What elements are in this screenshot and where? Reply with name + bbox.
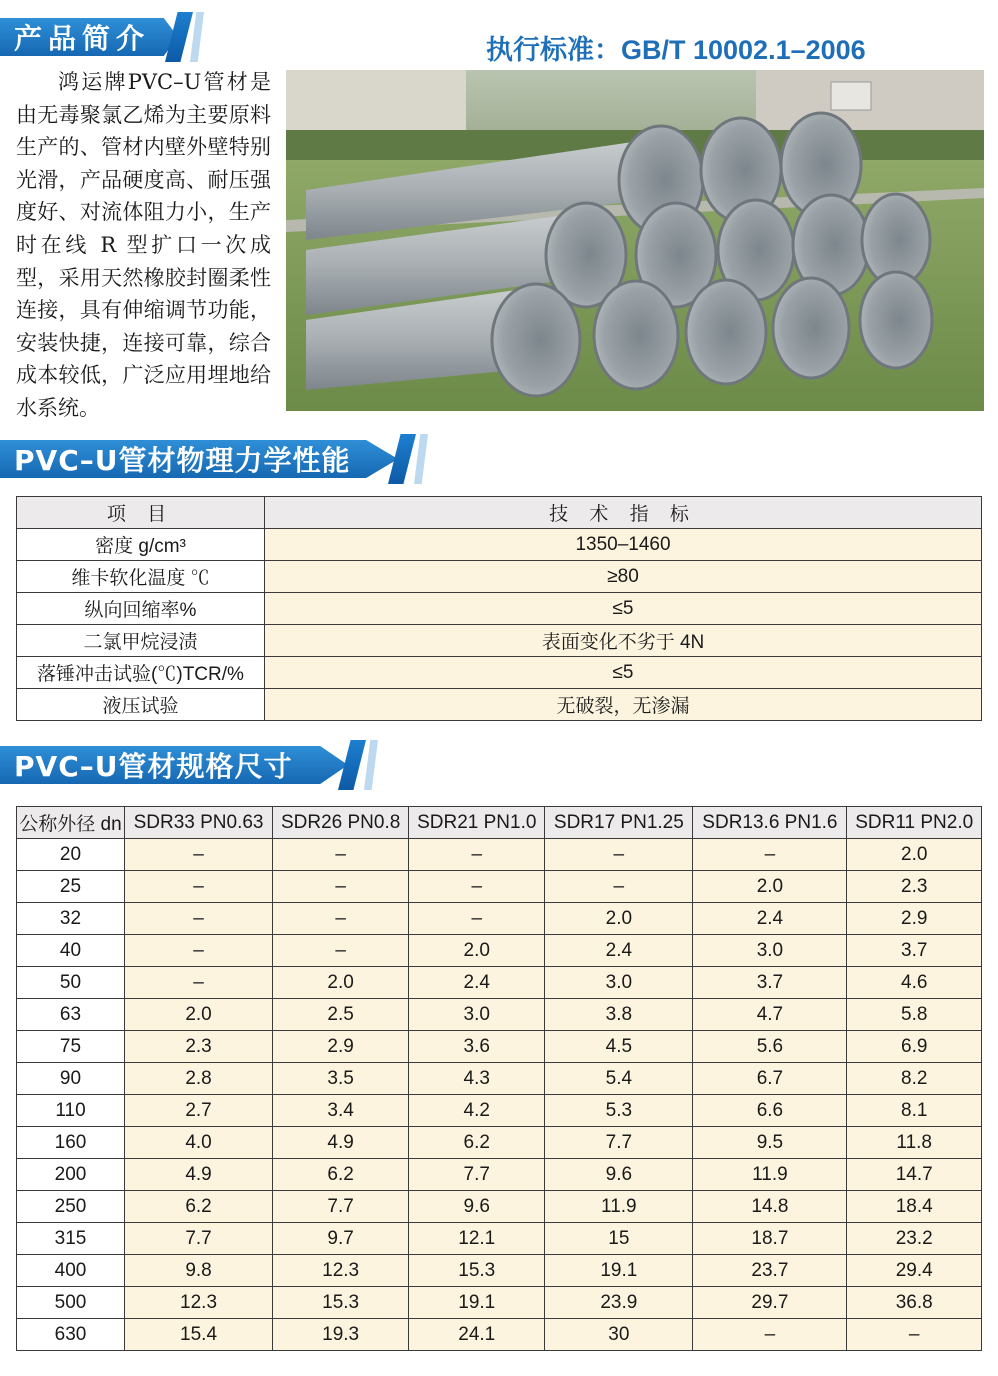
wall-thickness-cell: 2.0 bbox=[273, 967, 409, 999]
wall-thickness-cell: 29.7 bbox=[693, 1287, 847, 1319]
nominal-diameter-cell: 630 bbox=[17, 1319, 125, 1351]
intro-paragraph: 鸿运牌PVC–U管材是由无毒聚氯乙烯为主要原料生产的、管材内壁外壁特别光滑，产品硬度高、耐压强度好、对流体阻力小，生产时在线 R 型扩口一次成型，采用天然橡胶封圈柔性连接，具有伸缩调节功能，安装快捷，连接可靠，综合成本较低，广泛应用埋地给水系统。 bbox=[16, 70, 271, 420]
nominal-diameter-cell: 160 bbox=[17, 1127, 125, 1159]
wall-thickness-cell: – bbox=[693, 1319, 847, 1351]
section-title-intro: 产品简介 bbox=[14, 22, 151, 55]
table-row bbox=[17, 529, 982, 561]
wall-thickness-cell: 3.0 bbox=[409, 999, 545, 1031]
wall-thickness-cell: – bbox=[125, 967, 273, 999]
wall-thickness-cell: 18.7 bbox=[693, 1223, 847, 1255]
nominal-diameter-cell: 315 bbox=[17, 1223, 125, 1255]
wall-thickness-cell: 3.7 bbox=[693, 967, 847, 999]
table-header-row bbox=[17, 497, 982, 529]
nominal-diameter-cell: 110 bbox=[17, 1095, 125, 1127]
table-header-row bbox=[17, 807, 982, 839]
wall-thickness-cell: 2.0 bbox=[409, 935, 545, 967]
table-row bbox=[17, 935, 982, 967]
header-sdr-class: SDR21 PN1.0 bbox=[409, 807, 545, 839]
wall-thickness-cell: – bbox=[125, 839, 273, 871]
wall-thickness-cell: – bbox=[545, 871, 693, 903]
wall-thickness-cell: 15.3 bbox=[409, 1255, 545, 1287]
wall-thickness-cell: 2.9 bbox=[273, 1031, 409, 1063]
header-sdr-class: SDR11 PN2.0 bbox=[847, 807, 982, 839]
nominal-diameter-cell: 250 bbox=[17, 1191, 125, 1223]
pipe-stack-photo bbox=[286, 70, 984, 411]
wall-thickness-cell: 4.3 bbox=[409, 1063, 545, 1095]
wall-thickness-cell: – bbox=[125, 903, 273, 935]
nominal-diameter-cell: 32 bbox=[17, 903, 125, 935]
table-row bbox=[17, 561, 982, 593]
wall-thickness-cell: 23.9 bbox=[545, 1287, 693, 1319]
wall-thickness-cell: 4.6 bbox=[847, 967, 982, 999]
properties-table bbox=[16, 496, 982, 721]
wall-thickness-cell: 6.2 bbox=[409, 1127, 545, 1159]
table-row bbox=[17, 593, 982, 625]
wall-thickness-cell: 2.9 bbox=[847, 903, 982, 935]
wall-thickness-cell: 23.2 bbox=[847, 1223, 982, 1255]
header-item: 项 目 bbox=[17, 497, 265, 529]
header-spec: 技 术 指 标 bbox=[265, 497, 982, 529]
nominal-diameter-cell: 40 bbox=[17, 935, 125, 967]
wall-thickness-cell: 4.7 bbox=[693, 999, 847, 1031]
wall-thickness-cell: 12.1 bbox=[409, 1223, 545, 1255]
header-sdr-class: SDR33 PN0.63 bbox=[125, 807, 273, 839]
wall-thickness-cell: 5.8 bbox=[847, 999, 982, 1031]
wall-thickness-cell: 4.0 bbox=[125, 1127, 273, 1159]
wall-thickness-cell: 9.8 bbox=[125, 1255, 273, 1287]
wall-thickness-cell: 8.1 bbox=[847, 1095, 982, 1127]
nominal-diameter-cell: 500 bbox=[17, 1287, 125, 1319]
property-value: ≥80 bbox=[265, 561, 982, 593]
wall-thickness-cell: 2.0 bbox=[693, 871, 847, 903]
wall-thickness-cell: 23.7 bbox=[693, 1255, 847, 1287]
wall-thickness-cell: 6.6 bbox=[693, 1095, 847, 1127]
wall-thickness-cell: 9.7 bbox=[273, 1223, 409, 1255]
table-row bbox=[17, 999, 982, 1031]
wall-thickness-cell: – bbox=[409, 903, 545, 935]
wall-thickness-cell: 11.9 bbox=[693, 1159, 847, 1191]
wall-thickness-cell: 2.0 bbox=[545, 903, 693, 935]
property-value: ≤5 bbox=[265, 657, 982, 689]
table-row bbox=[17, 1223, 982, 1255]
wall-thickness-cell: 19.1 bbox=[409, 1287, 545, 1319]
property-name: 密度 g/cm³ bbox=[17, 529, 265, 561]
wall-thickness-cell: 14.8 bbox=[693, 1191, 847, 1223]
table-row bbox=[17, 625, 982, 657]
wall-thickness-cell: 2.4 bbox=[409, 967, 545, 999]
wall-thickness-cell: – bbox=[273, 903, 409, 935]
wall-thickness-cell: 12.3 bbox=[273, 1255, 409, 1287]
wall-thickness-cell: 19.3 bbox=[273, 1319, 409, 1351]
wall-thickness-cell: – bbox=[273, 871, 409, 903]
nominal-diameter-cell: 20 bbox=[17, 839, 125, 871]
property-value: 1350–1460 bbox=[265, 529, 982, 561]
property-name: 纵向回缩率% bbox=[17, 593, 265, 625]
wall-thickness-cell: 7.7 bbox=[273, 1191, 409, 1223]
wall-thickness-cell: 5.6 bbox=[693, 1031, 847, 1063]
wall-thickness-cell: 7.7 bbox=[125, 1223, 273, 1255]
nominal-diameter-cell: 75 bbox=[17, 1031, 125, 1063]
table-row bbox=[17, 657, 982, 689]
wall-thickness-cell: 5.3 bbox=[545, 1095, 693, 1127]
wall-thickness-cell: 3.6 bbox=[409, 1031, 545, 1063]
sizes-table bbox=[16, 806, 982, 1351]
wall-thickness-cell: 15.3 bbox=[273, 1287, 409, 1319]
property-name: 落锤冲击试验(℃)TCR/% bbox=[17, 657, 265, 689]
section-title-sizes: PVC–U管材规格尺寸 bbox=[14, 750, 293, 783]
wall-thickness-cell: – bbox=[125, 935, 273, 967]
wall-thickness-cell: 3.0 bbox=[545, 967, 693, 999]
wall-thickness-cell: 11.8 bbox=[847, 1127, 982, 1159]
wall-thickness-cell: 3.4 bbox=[273, 1095, 409, 1127]
wall-thickness-cell: 4.5 bbox=[545, 1031, 693, 1063]
wall-thickness-cell: 30 bbox=[545, 1319, 693, 1351]
wall-thickness-cell: 29.4 bbox=[847, 1255, 982, 1287]
wall-thickness-cell: 5.4 bbox=[545, 1063, 693, 1095]
wall-thickness-cell: 12.3 bbox=[125, 1287, 273, 1319]
wall-thickness-cell: – bbox=[693, 839, 847, 871]
nominal-diameter-cell: 63 bbox=[17, 999, 125, 1031]
wall-thickness-cell: – bbox=[125, 871, 273, 903]
section-title-properties: PVC–U管材物理力学性能 bbox=[14, 444, 351, 477]
wall-thickness-cell: 4.9 bbox=[125, 1159, 273, 1191]
section-banner-properties bbox=[0, 434, 430, 484]
wall-thickness-cell: – bbox=[409, 871, 545, 903]
table-row bbox=[17, 1191, 982, 1223]
wall-thickness-cell: 2.0 bbox=[847, 839, 982, 871]
property-name: 二氯甲烷浸渍 bbox=[17, 625, 265, 657]
table-row bbox=[17, 1159, 982, 1191]
header-nominal-diameter: 公称外径 dn bbox=[17, 807, 125, 839]
nominal-diameter-cell: 90 bbox=[17, 1063, 125, 1095]
header-sdr-class: SDR26 PN0.8 bbox=[273, 807, 409, 839]
wall-thickness-cell: 6.7 bbox=[693, 1063, 847, 1095]
wall-thickness-cell: – bbox=[545, 839, 693, 871]
wall-thickness-cell: 6.9 bbox=[847, 1031, 982, 1063]
property-name: 液压试验 bbox=[17, 689, 265, 721]
wall-thickness-cell: 3.8 bbox=[545, 999, 693, 1031]
wall-thickness-cell: 7.7 bbox=[545, 1127, 693, 1159]
wall-thickness-cell: 4.2 bbox=[409, 1095, 545, 1127]
wall-thickness-cell: 11.9 bbox=[545, 1191, 693, 1223]
wall-thickness-cell: 6.2 bbox=[125, 1191, 273, 1223]
standard-label: 执行标准：GB/T 10002.1–2006 bbox=[486, 35, 866, 65]
nominal-diameter-cell: 25 bbox=[17, 871, 125, 903]
table-row bbox=[17, 689, 982, 721]
table-row bbox=[17, 1063, 982, 1095]
wall-thickness-cell: 2.7 bbox=[125, 1095, 273, 1127]
wall-thickness-cell: 18.4 bbox=[847, 1191, 982, 1223]
property-value: ≤5 bbox=[265, 593, 982, 625]
wall-thickness-cell: – bbox=[273, 935, 409, 967]
wall-thickness-cell: 15.4 bbox=[125, 1319, 273, 1351]
wall-thickness-cell: 2.8 bbox=[125, 1063, 273, 1095]
nominal-diameter-cell: 200 bbox=[17, 1159, 125, 1191]
wall-thickness-cell: 9.5 bbox=[693, 1127, 847, 1159]
wall-thickness-cell: 9.6 bbox=[409, 1191, 545, 1223]
wall-thickness-cell: 2.5 bbox=[273, 999, 409, 1031]
table-row bbox=[17, 967, 982, 999]
table-row bbox=[17, 1255, 982, 1287]
wall-thickness-cell: 24.1 bbox=[409, 1319, 545, 1351]
wall-thickness-cell: 3.0 bbox=[693, 935, 847, 967]
wall-thickness-cell: 2.4 bbox=[693, 903, 847, 935]
table-row bbox=[17, 903, 982, 935]
table-row bbox=[17, 1031, 982, 1063]
property-name: 维卡软化温度 ℃ bbox=[17, 561, 265, 593]
nominal-diameter-cell: 400 bbox=[17, 1255, 125, 1287]
wall-thickness-cell: 2.4 bbox=[545, 935, 693, 967]
wall-thickness-cell: 3.7 bbox=[847, 935, 982, 967]
wall-thickness-cell: – bbox=[273, 839, 409, 871]
table-row bbox=[17, 1127, 982, 1159]
wall-thickness-cell: 7.7 bbox=[409, 1159, 545, 1191]
wall-thickness-cell: 2.0 bbox=[125, 999, 273, 1031]
header-sdr-class: SDR17 PN1.25 bbox=[545, 807, 693, 839]
wall-thickness-cell: 14.7 bbox=[847, 1159, 982, 1191]
property-value: 无破裂，无渗漏 bbox=[265, 689, 982, 721]
table-row bbox=[17, 839, 982, 871]
table-row bbox=[17, 1319, 982, 1351]
wall-thickness-cell: 4.9 bbox=[273, 1127, 409, 1159]
header-sdr-class: SDR13.6 PN1.6 bbox=[693, 807, 847, 839]
wall-thickness-cell: 15 bbox=[545, 1223, 693, 1255]
wall-thickness-cell: – bbox=[847, 1319, 982, 1351]
wall-thickness-cell: 8.2 bbox=[847, 1063, 982, 1095]
wall-thickness-cell: 36.8 bbox=[847, 1287, 982, 1319]
nominal-diameter-cell: 50 bbox=[17, 967, 125, 999]
wall-thickness-cell: 9.6 bbox=[545, 1159, 693, 1191]
section-banner-intro bbox=[0, 12, 200, 62]
property-value: 表面变化不劣于 4N bbox=[265, 625, 982, 657]
wall-thickness-cell: 3.5 bbox=[273, 1063, 409, 1095]
wall-thickness-cell: – bbox=[409, 839, 545, 871]
section-banner-sizes bbox=[0, 740, 380, 790]
wall-thickness-cell: 6.2 bbox=[273, 1159, 409, 1191]
table-row bbox=[17, 1095, 982, 1127]
table-row bbox=[17, 871, 982, 903]
wall-thickness-cell: 19.1 bbox=[545, 1255, 693, 1287]
wall-thickness-cell: 2.3 bbox=[125, 1031, 273, 1063]
table-row bbox=[17, 1287, 982, 1319]
wall-thickness-cell: 2.3 bbox=[847, 871, 982, 903]
